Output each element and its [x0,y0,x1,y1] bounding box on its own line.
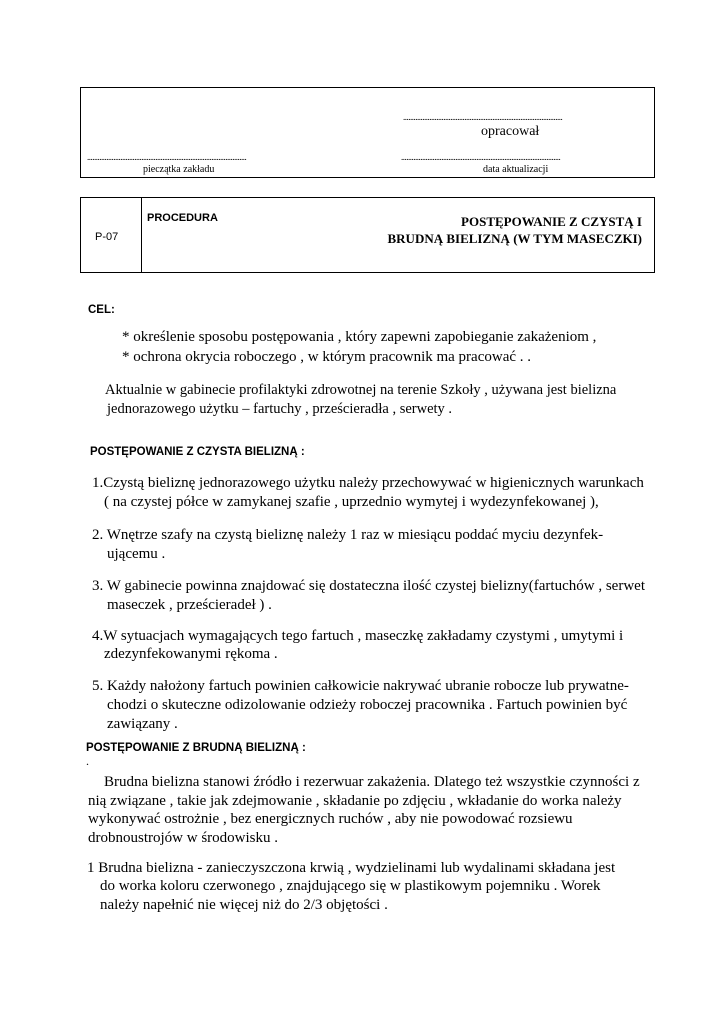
dirty-item-1-line1: 1 Brudna bielizna - zanieczyszczona krwią , wydzielinami lub wydalinami składana jest [87,860,616,876]
stray-dot: . [86,754,89,768]
clean-item-5-line1: 5. Każdy nałożony fartuch powinien całkowicie nakrywać ubranie robocze lub prywatne- [92,678,629,694]
procedure-code: P-07 [95,231,119,243]
update-dotted-line: ........................................................................................... [401,152,561,162]
clean-item-1-line1: 1.Czystą bieliznę jednorazowego użytku należy przechowywać w higienicznych warunkach [92,475,644,491]
procedure-label: PROCEDURA [147,212,218,224]
goal-note-line1: Aktualnie w gabinecie profilaktyki zdrowotnej na terenie Szkoły , używana jest bielizna [105,382,617,398]
prepared-label: opracował [481,124,540,139]
clean-item-1-line2: ( na czystej półce w zamykanej szafie , uprzednio wymytej i wydezynfekowanej ), [104,494,599,510]
clean-item-2-line1: 2. Wnętrze szafy na czystą bieliznę należy 1 raz w miesiącu poddać myciu dezynfek- [92,527,604,543]
goal-bullet-1: * określenie sposobu postępowania , który zapewni zapobieganie zakażeniom , [122,329,597,345]
clean-item-5-line2: chodzi o skuteczne odizolowanie odzieży roboczej pracownika . Fartuch powinien być [107,697,628,713]
prepared-dotted-line: ........................................................................................... [403,112,563,122]
stamp-dotted-line: ........................................................................................... [87,152,247,162]
update-label: data aktualizacji [483,164,549,175]
goal-bullet-2: * ochrona okrycia roboczego , w którym pracownik ma pracować . . [122,349,532,365]
procedure-title-line2: BRUDNĄ BIELIZNĄ (W TYM MASECZKI) [387,231,642,246]
stamp-label: pieczątka zakładu [143,164,215,175]
procedure-box [80,197,655,273]
clean-item-4-line2: zdezynfekowanymi rękoma . [104,646,278,662]
dirty-heading: POSTĘPOWANIE Z BRUDNĄ BIELIZNĄ : [86,742,306,754]
dirty-item-1-line2: do worka koloru czerwonego , znajdującego się w plastikowym pojemniku . Worek [100,878,601,894]
clean-heading: POSTĘPOWANIE Z CZYSTA BIELIZNĄ : [90,446,305,458]
clean-item-4-line1: 4.W sytuacjach wymagających tego fartuch , maseczkę zakładamy czystymi , umytymi i [92,628,624,644]
clean-item-5-line3: zawiązany . [107,716,178,732]
clean-item-3-line1: 3. W gabinecie powinna znajdować się dostateczna ilość czystej bielizny(fartuchów , serwet [92,578,645,594]
dirty-intro-line4: drobnoustrojów w środowisku . [88,830,278,846]
dirty-intro-line2: nią związane , takie jak zdejmowanie , składanie po zdjęciu , wkładanie do worka należy [88,793,622,809]
dirty-item-1-line3: należy napełnić nie więcej niż do 2/3 objętości . [100,897,388,913]
clean-item-3-line2: maseczek , prześcieradeł ) . [107,597,272,613]
clean-item-2-line2: ującemu . [107,546,166,562]
goal-heading: CEL: [88,304,115,316]
procedure-divider [141,198,142,272]
dirty-intro-line1: Brudna bielizna stanowi źródło i rezerwuar zakażenia. Dlatego też wszystkie czynności z [104,774,640,790]
dirty-intro-line3: wykonywać ostrożnie , bez energicznych ruchów , aby nie powodować rozsiewu [88,811,573,827]
goal-note-line2: jednorazowego użytku – fartuchy , prześcieradła , serwety . [107,401,453,417]
procedure-title-line1: POSTĘPOWANIE Z CZYSTĄ I [461,214,642,229]
header-box [80,87,655,178]
